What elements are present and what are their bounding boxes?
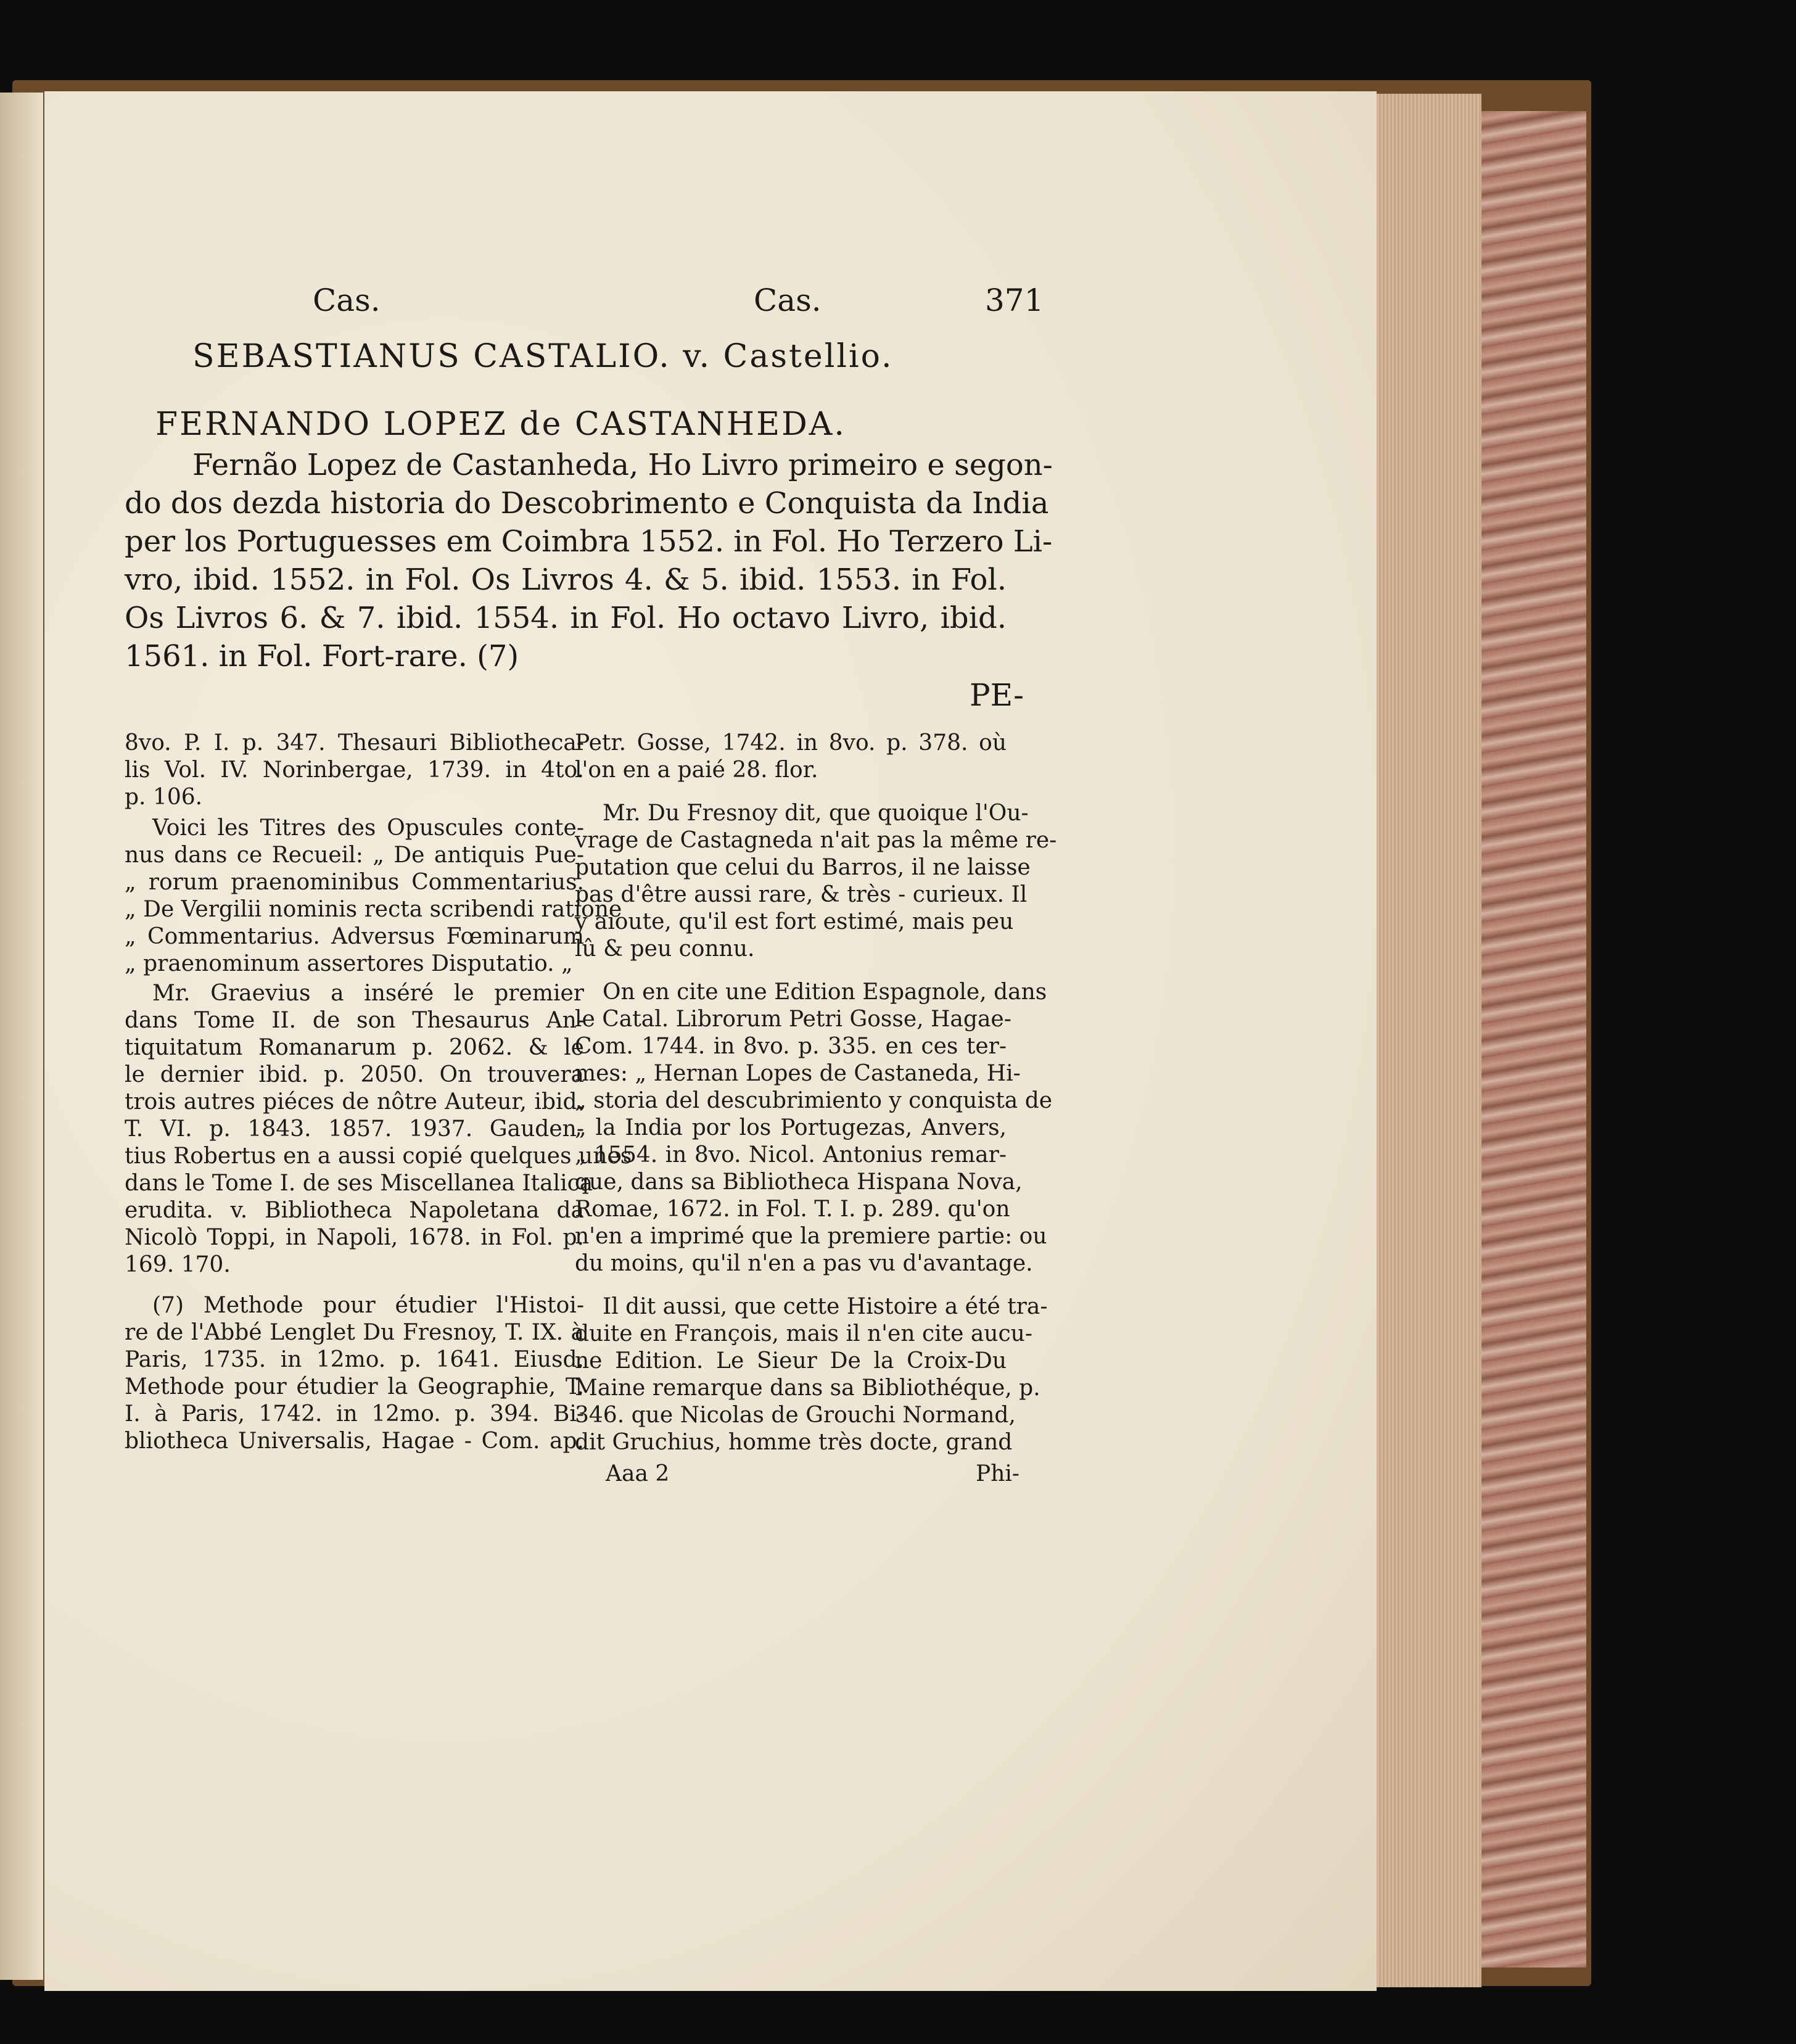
left-line: I. à Paris, 1742. in 12mo. p. 394. Bi- <box>125 1401 584 1427</box>
right-line: Petr. Gosse, 1742. in 8vo. p. 378. où <box>575 730 1007 756</box>
right-line: vrage de Castagneda n'ait pas la même re- <box>575 828 1057 853</box>
left-line: dans Tome II. de son Thesaurus An- <box>125 1008 584 1033</box>
right-line: Mr. Du Fresnoy dit, que quoique l'Ou- <box>603 801 1029 826</box>
marbled-board <box>1481 111 1586 1968</box>
page-number: 371 <box>985 282 1044 318</box>
left-line: dans le Tome I. de ses Miscellanea Italica <box>125 1171 593 1196</box>
entry-line: Os Livros 6. & 7. ibid. 1554. in Fol. Ho octavo Livro, ibid. <box>125 601 1007 635</box>
running-head-center: Cas. <box>754 282 822 318</box>
right-line: „ la India por los Portugezas, Anvers, <box>575 1115 1007 1140</box>
left-line: (7) Methode pour étudier l'Histoi- <box>152 1293 584 1318</box>
right-line: duite en François, mais il n'en cite aucu- <box>575 1321 1033 1346</box>
right-line: le Catal. Librorum Petri Gosse, Hagae- <box>575 1007 1011 1032</box>
left-line: re de l'Abbé Lenglet Du Fresnoy, T. IX. à <box>125 1320 584 1345</box>
signature-mark: Aaa 2 <box>606 1461 670 1486</box>
facing-page-edge <box>0 93 43 1980</box>
entry-line: Fernão Lopez de Castanheda, Ho Livro primeiro e segon- <box>192 448 1053 482</box>
entry-line: do dos dezda historia do Descobrimento e Conquista da India <box>125 486 1049 521</box>
right-line: ne Edition. Le Sieur De la Croix-Du <box>575 1348 1007 1374</box>
left-line: 169. 170. <box>125 1252 231 1277</box>
left-line: lis Vol. IV. Norinbergae, 1739. in 4to. <box>125 757 584 783</box>
left-line: p. 106. <box>125 785 203 810</box>
right-line: l'on en a paié 28. flor. <box>575 757 818 783</box>
left-line: „ praenominum assertores Disputatio. „ <box>125 951 573 976</box>
left-line: nus dans ce Recueil: „ De antiquis Pue- <box>125 843 584 868</box>
entry-line: per los Portuguesses em Coimbra 1552. in Fol. Ho Terzero Li- <box>125 524 1053 559</box>
left-line: 8vo. P. I. p. 347. Thesauri Bibliotheca- <box>125 730 584 756</box>
right-line: Romae, 1672. in Fol. T. I. p. 289. qu'on <box>575 1197 1010 1222</box>
left-line: Methode pour étudier la Geographie, T. <box>125 1374 584 1399</box>
right-line: „ 1554. in 8vo. Nicol. Antonius remar- <box>575 1142 1007 1168</box>
running-head-left: Cas. <box>313 282 381 318</box>
left-line: bliotheca Universalis, Hagae - Com. ap. <box>125 1428 584 1454</box>
right-line: Il dit aussi, que cette Histoire a été tra- <box>603 1294 1048 1319</box>
left-line: T. VI. p. 1843. 1857. 1937. Gauden- <box>125 1116 584 1142</box>
catchword-bottom: Phi- <box>976 1461 1020 1486</box>
right-line: „ storia del descubrimiento y conquista de <box>575 1088 1053 1113</box>
left-line: tius Robertus en a aussi copié quelques unes <box>125 1144 632 1169</box>
catchword-top: PE- <box>970 677 1024 713</box>
right-line: que, dans sa Bibliotheca Hispana Nova, <box>575 1169 1023 1195</box>
right-line: On en cite une Edition Espagnole, dans <box>603 979 1047 1005</box>
left-line: Paris, 1735. in 12mo. p. 1641. Eiusd. <box>125 1347 584 1372</box>
right-line: Maine remarque dans sa Bibliothéque, p. <box>575 1375 1040 1401</box>
page-fore-edge <box>1377 94 1481 1987</box>
left-line: Voici les Titres des Opuscules conte- <box>152 815 584 841</box>
entry-line: vro, ibid. 1552. in Fol. Os Livros 4. & 5. ibid. 1553. in Fol. <box>125 563 1007 597</box>
book-page <box>44 91 1377 1991</box>
right-line: Com. 1744. in 8vo. p. 335. en ces ter- <box>575 1034 1007 1059</box>
right-line: lû & peu connu. <box>575 936 755 962</box>
left-line: Nicolò Toppi, in Napoli, 1678. in Fol. p. <box>125 1225 584 1250</box>
right-line: mes: „ Hernan Lopes de Castaneda, Hi- <box>575 1061 1021 1086</box>
left-line: „ Commentarius. Adversus Fœminarum <box>125 924 584 949</box>
entry-castalio: SEBASTIANUS CASTALIO. v. Castellio. <box>192 338 894 375</box>
left-line: trois autres piéces de nôtre Auteur, ibid. <box>125 1089 584 1115</box>
right-line: y aioute, qu'il est fort estimé, mais peu <box>575 909 1014 934</box>
left-line: „ De Vergilii nominis recta scribendi ratione <box>125 897 622 922</box>
right-line: pas d'être aussi rare, & très - curieux. Il <box>575 882 1028 907</box>
left-line: Mr. Graevius a inséré le premier <box>152 981 584 1006</box>
right-line: 346. que Nicolas de Grouchi Normand, <box>575 1403 1016 1428</box>
left-line: tiquitatum Romanarum p. 2062. & le <box>125 1035 584 1060</box>
right-line: dit Gruchius, homme très docte, grand <box>575 1430 1013 1455</box>
entry-title-castanheda: FERNANDO LOPEZ de CASTANHEDA. <box>155 406 846 443</box>
left-line: „ rorum praenominibus Commentarius. <box>125 870 584 895</box>
right-line: putation que celui du Barros, il ne laisse <box>575 855 1031 880</box>
right-line: du moins, qu'il n'en a pas vu d'avantage. <box>575 1251 1033 1276</box>
right-line: n'en a imprimé que la premiere partie: ou <box>575 1224 1047 1249</box>
left-line: le dernier ibid. p. 2050. On trouvera <box>125 1062 584 1087</box>
left-line: erudita. v. Bibliotheca Napoletana da <box>125 1198 584 1223</box>
entry-line: 1561. in Fol. Fort-rare. (7) <box>125 639 519 674</box>
